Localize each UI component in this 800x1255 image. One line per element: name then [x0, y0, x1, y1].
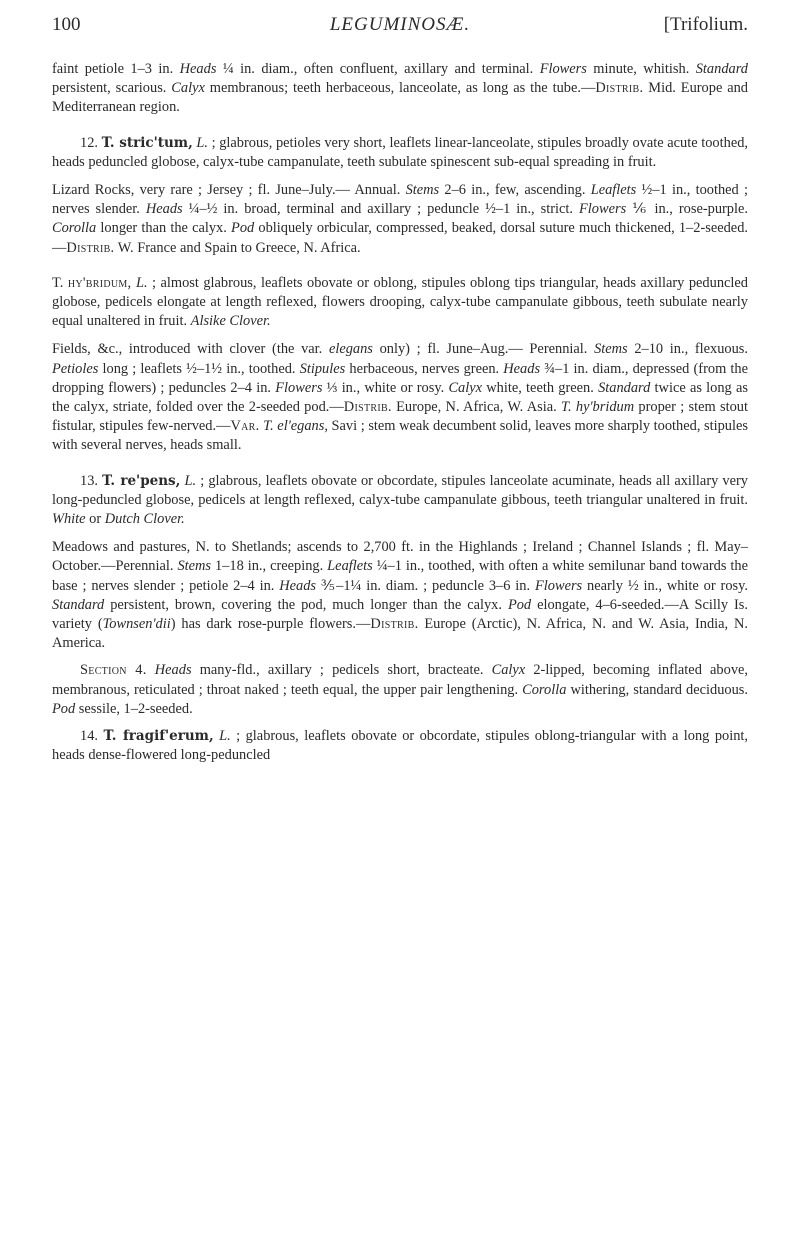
text-run: Mid. Europe and Mediterranean region. — [52, 80, 749, 116]
species-name: T. re'pens, — [102, 472, 181, 489]
text-run: Meadows and pastures, N. to Shetlands; ascends to 2,700 ft. in the Highlands ; Ireland ; Channel Islands ; fl. May–October.—Perennial. — [52, 539, 748, 575]
text-run: ; glabrous, leaflets obovate or obcordate, stipules lanceolate acuminate, heads all axillary very long-peduncled globose, pedicels at length reflexed, calyx-tube campanulate gibbous, teeth triangular unaltered in fruit. — [52, 472, 749, 508]
italic-text: White — [52, 511, 86, 528]
small-caps-text: Section 4. — [80, 662, 147, 679]
small-caps-text: Distrib. — [370, 616, 419, 633]
section-4-description — [52, 661, 748, 719]
text-run: withering, standard deciduous. — [566, 681, 748, 698]
italic-text: Corolla — [52, 220, 97, 237]
italic-text: Pod — [231, 220, 255, 237]
species-name: T. fragif'erum, — [103, 728, 214, 745]
italic-text: Standard — [598, 379, 651, 396]
text-run: membranous; teeth herbaceous, lanceolate, as long as the tube.— — [204, 80, 596, 97]
italic-text: Heads — [179, 61, 217, 77]
text-run: ) has dark rose-purple flowers.— — [170, 616, 371, 633]
italic-text: Calyx — [171, 80, 205, 97]
paragraph-continuation — [52, 60, 748, 118]
text-run: ⅗–1¼ in. diam. ; peduncle 3–6 in. — [316, 577, 535, 594]
species-entry-hybridum — [52, 274, 748, 332]
text-run: 2–6 in., few, ascending. — [439, 182, 591, 199]
text-run: or — [85, 511, 105, 528]
text-run: persistent, scarious. — [52, 80, 172, 97]
italic-text: Pod — [52, 700, 76, 717]
text-run: herbaceous, nerves green. — [345, 360, 504, 377]
text-run: ; glabrous, leaflets obovate or obcordate, stipules oblong-triangular with a long point, heads dense-flowered long-peduncled — [52, 728, 748, 764]
text-run: 14. — [80, 728, 104, 745]
text-run: nearly ½ in., white or rosy. — [582, 577, 748, 594]
habitat-repens — [52, 538, 748, 653]
text-run: obliquely orbicular, compressed, beaked, dorsal suture much thickened, 1–2-seeded.— — [52, 220, 748, 256]
small-caps-text: Distrib. — [343, 399, 392, 416]
text-run: twice as long as the calyx, striate, folded over the 2-seeded pod.— — [52, 379, 748, 416]
italic-text: Heads — [503, 360, 541, 377]
small-caps-text: Distrib. — [66, 239, 115, 256]
text-run: Lizard Rocks, very rare ; Jersey ; fl. June–July.— Annual. — [52, 182, 406, 199]
italic-text: L. — [184, 472, 197, 489]
page-header — [52, 14, 748, 42]
italic-text: Calyx — [448, 379, 483, 396]
italic-text: Stems — [177, 558, 212, 575]
italic-text: T. hy'bridum — [561, 399, 635, 416]
text-run: W. France and Spain to Greece, N. Africa. — [114, 239, 361, 256]
text-run: longer than the calyx. — [96, 220, 232, 237]
italic-text: Heads — [145, 201, 183, 218]
italic-text: Pod — [507, 596, 532, 613]
italic-text: elegans — [328, 341, 373, 358]
small-caps-text: Distrib. — [595, 80, 644, 97]
small-caps-text: Var. — [230, 418, 260, 435]
text-run: persistent, brown, covering the pod, much longer than the calyx. — [104, 596, 508, 613]
species-name: T. stric'tum, — [101, 134, 193, 151]
text-run: T. — [52, 274, 68, 291]
text-run: 13. — [80, 472, 103, 489]
small-caps-text: hy'bridum, — [67, 274, 132, 291]
text-run: long ; leaflets ½–1½ in., toothed. — [98, 360, 300, 377]
italic-text: Townsen'dii — [102, 616, 171, 633]
italic-text: Heads — [154, 662, 192, 679]
text-run: ; glabrous, petioles very short, leaflets linear-lanceolate, stipules broadly ovate acute toothed, heads peduncled globose, calyx-tube campanulate, teeth subulate spinescent sub-equal spreading in fruit. — [52, 134, 749, 170]
italic-text: Flowers — [534, 577, 583, 594]
italic-text: Dutch Clover. — [104, 511, 185, 528]
italic-text: Flowers — [275, 379, 323, 396]
italic-text: Heads — [279, 577, 317, 594]
running-title: LEGUMINOSÆ. — [329, 14, 471, 35]
text-run: minute, whitish. — [586, 61, 696, 77]
italic-text: L. — [219, 728, 231, 745]
text-run: ½–1 in., toothed ; nerves slender. — [52, 182, 748, 218]
text-run: white, teeth green. — [482, 379, 599, 396]
italic-text: Standard — [52, 596, 105, 613]
italic-text: L. — [135, 274, 148, 291]
species-entry-repens — [52, 472, 748, 530]
habitat-strictum — [52, 181, 748, 258]
italic-text: Leaflets — [327, 558, 373, 575]
species-entry-fragiferum — [52, 727, 748, 765]
text-run: ⅙ in., rose-purple. — [626, 201, 748, 218]
text-run: 12. — [80, 134, 102, 151]
text-run: 2–10 in., flexuous. — [627, 341, 749, 358]
text-run: ⅓ in., white or rosy. — [322, 379, 449, 396]
italic-text: Alsike Clover. — [190, 313, 271, 330]
italic-text: Corolla — [522, 681, 567, 698]
text-run: Europe (Arctic), N. Africa, N. and W. Asia, India, N. America. — [52, 616, 748, 652]
text-run: proper ; stem stout fistular, stipules few-nerved.— — [52, 399, 748, 435]
text-run: Savi ; stem weak decumbent solid, leaves more sharply toothed, stipules with several nerves, heads small. — [52, 418, 748, 454]
text-run: only) ; fl. June–Aug.— Perennial. — [372, 341, 595, 358]
text-run: faint petiole 1–3 in. — [52, 61, 180, 77]
italic-text: T. el'egans, — [263, 418, 328, 435]
text-run: elongate, 4–6-seeded.—A Scilly Is. variety ( — [52, 596, 749, 633]
habitat-hybridum — [52, 340, 748, 455]
text-run: ; almost glabrous, leaflets obovate or oblong, stipules oblong tips triangular, heads axillary peduncled globose, pedicels elongate at length reflexed, flowers drooping, calyx-tube campanulate gibbous, teeth subulate nearly equal unaltered in fruit. — [52, 274, 748, 330]
text-run: ¼–1 in., toothed, with often a white semilunar band towards the base ; nerves slender ; petiole 2–4 in. — [52, 558, 748, 594]
section-marker: [Trifolium. — [663, 14, 748, 35]
italic-text: Stems — [594, 341, 628, 358]
italic-text: Leaflets — [590, 182, 637, 199]
text-run: Europe, N. Africa, W. Asia. — [391, 399, 562, 416]
italic-text: Standard — [695, 61, 748, 77]
page-body — [52, 60, 748, 766]
italic-text: Flowers — [579, 201, 627, 218]
text-run: 1–18 in., creeping. — [211, 558, 328, 575]
text-run: sessile, 1–2-seeded. — [75, 700, 193, 717]
italic-text: Calyx — [491, 662, 526, 679]
text-run: ¼–½ in. broad, terminal and axillary ; peduncle ½–1 in., strict. — [182, 201, 579, 218]
text-run — [147, 662, 155, 678]
species-entry-strictum — [52, 134, 748, 172]
text-run: ¼ in. diam., often confluent, axillary and terminal. — [216, 61, 540, 77]
italic-text: Stipules — [299, 360, 346, 377]
text-run: 2-lipped, becoming inflated above, membranous, reticulated ; throat naked ; teeth equal, the upper pair lengthening. — [52, 662, 749, 698]
text-run: ¾–1 in. diam., depressed (from the dropping flowers) ; peduncles 2–4 in. — [52, 360, 748, 396]
italic-text: L. — [196, 134, 208, 151]
page-number: 100 — [52, 14, 81, 35]
text-run: many-fld., axillary ; pedicels short, bracteate. — [191, 662, 492, 679]
italic-text: Petioles — [52, 360, 99, 377]
italic-text: Flowers — [539, 61, 587, 77]
italic-text: Stems — [405, 182, 440, 199]
text-run: Fields, &c., introduced with clover (the var. — [52, 341, 329, 358]
